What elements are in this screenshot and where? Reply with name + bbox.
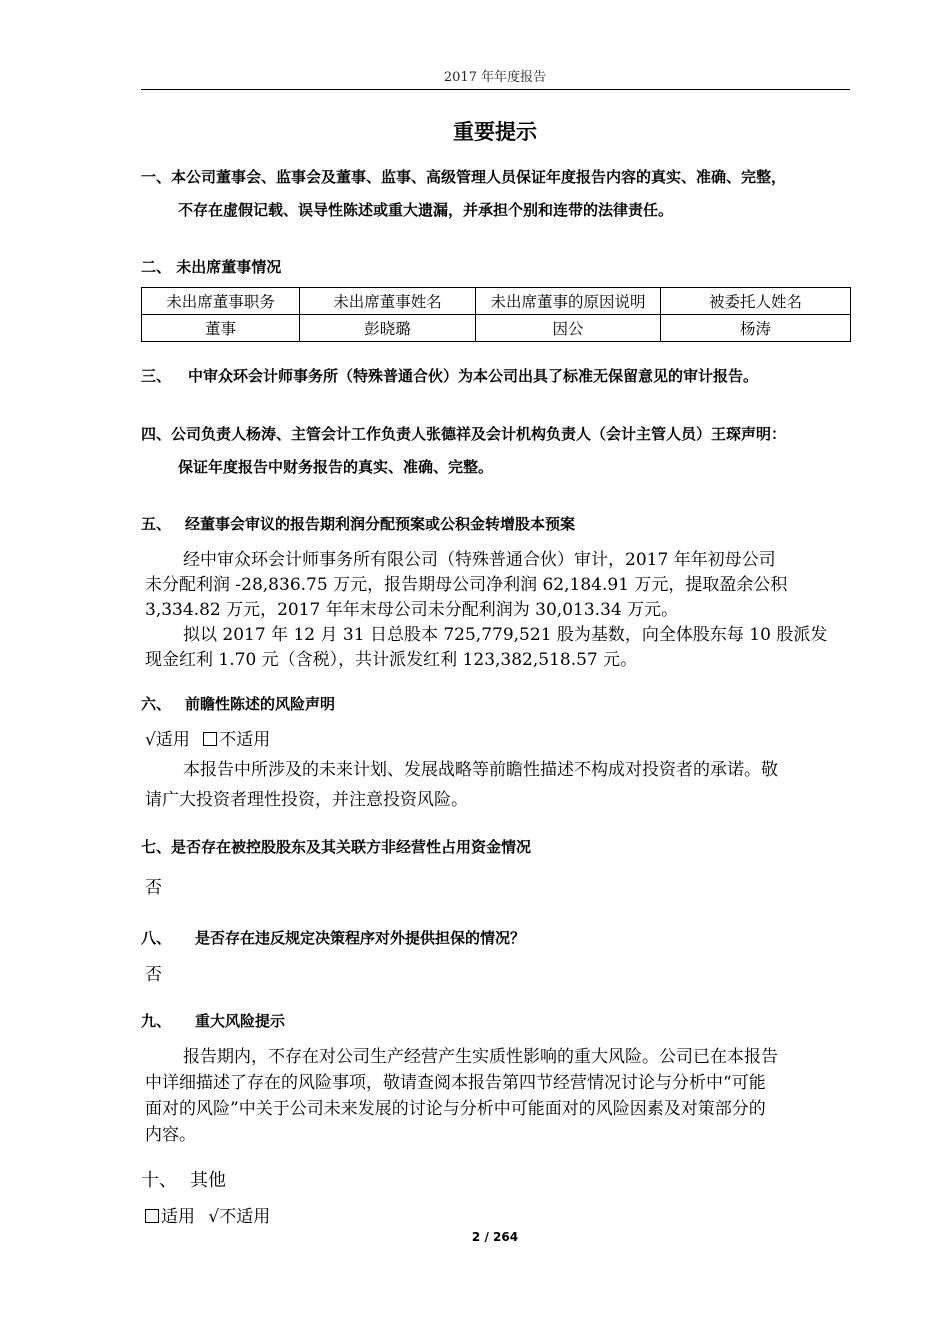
table-header-cell: 被委托人姓名 <box>661 288 851 315</box>
section-4-line-1: 四、公司负责人杨涛、主管会计工作负责人张德祥及会计机构负责人（会计主管人员）王琛声明： <box>141 425 787 443</box>
section-4-line-2: 保证年度报告中财务报告的真实、准确、完整。 <box>178 458 494 476</box>
check-icon: √ <box>208 1207 220 1227</box>
check-icon: √ <box>145 730 156 750</box>
empty-checkbox-icon <box>145 1209 159 1223</box>
table-header-row <box>142 288 851 315</box>
section-9-number: 九、 <box>141 1012 172 1030</box>
section-9-paragraph-line: 面对的风险”中关于公司未来发展的讨论与分析中可能面对的风险因素及对策部分的 <box>145 1099 766 1119</box>
applicable-label: 适用 <box>155 730 190 750</box>
section-8-answer: 否 <box>145 965 162 985</box>
header-rule <box>141 89 850 90</box>
table-row <box>142 315 851 342</box>
section-2-heading: 二、 未出席董事情况 <box>141 258 282 276</box>
section-10-heading: 其他 <box>190 1170 226 1191</box>
table-cell: 彭晓璐 <box>300 315 476 342</box>
section-9-paragraph-line: 内容。 <box>145 1125 196 1145</box>
table-header-cell: 未出席董事姓名 <box>300 288 476 315</box>
section-5-number: 五、 <box>141 515 172 533</box>
table-header-cell: 未出席董事的原因说明 <box>476 288 661 315</box>
section-1-line-2: 不存在虚假记载、误导性陈述或重大遗漏，并承担个别和连带的法律责任。 <box>178 201 674 219</box>
section-5-paragraph-2-line: 现金红利 1.70 元（含税），共计派发红利 123,382,518.57 元。 <box>145 650 638 670</box>
not-applicable-label: 不适用 <box>219 730 271 750</box>
applicable-label: 适用 <box>161 1207 195 1227</box>
page-number: 2 / 264 <box>471 1230 519 1244</box>
section-10-number: 十、 <box>141 1170 177 1191</box>
section-6-number: 六、 <box>141 695 172 713</box>
absent-directors-table <box>141 287 851 342</box>
section-3-text: 中审众环会计师事务所（特殊普通合伙）为本公司出具了标准无保留意见的审计报告。 <box>188 367 759 385</box>
section-8-heading: 是否存在违反规定决策程序对外提供担保的情况？ <box>195 929 526 947</box>
section-7-heading: 七、是否存在被控股股东及其关联方非经营性占用资金情况 <box>141 838 532 856</box>
section-5-paragraph-2-line: 拟以 2017 年 12 月 31 日总股本 725,779,521 股为基数，向全体股东每 10 股派发 <box>183 625 828 645</box>
section-7-answer: 否 <box>145 878 162 898</box>
page-header: 2017 年年度报告 <box>443 70 547 85</box>
section-6-paragraph-line: 请广大投资者理性投资，并注意投资风险。 <box>145 790 468 810</box>
section-6-applicability <box>145 725 270 750</box>
page-title: 重要提示 <box>453 119 537 144</box>
section-6-heading: 前瞻性陈述的风险声明 <box>185 695 336 713</box>
table-cell: 董事 <box>142 315 300 342</box>
section-9-paragraph-line: 中详细描述了存在的风险事项，敬请查阅本报告第四节经营情况讨论与分析中“可能 <box>145 1073 766 1093</box>
section-9-heading: 重大风险提示 <box>195 1012 286 1030</box>
section-9-paragraph-line: 报告期内，不存在对公司生产经营产生实质性影响的重大风险。公司已在本报告 <box>183 1047 778 1067</box>
table-header-cell: 未出席董事职务 <box>142 288 300 315</box>
section-5-paragraph-1-line: 经中审众环会计师事务所有限公司（特殊普通合伙）审计，2017 年年初母公司 <box>183 550 776 570</box>
section-1-line-1: 一、本公司董事会、监事会及董事、监事、高级管理人员保证年度报告内容的真实、准确、完整， <box>141 168 787 186</box>
section-10-applicability <box>145 1202 270 1227</box>
section-8-number: 八、 <box>141 929 172 947</box>
section-5-paragraph-1-line: 未分配利润 -28,836.75 万元，报告期母公司净利润 62,184.91 万元，提取盈余公积 <box>145 575 788 595</box>
section-3-number: 三、 <box>141 367 172 385</box>
section-5-paragraph-1-line: 3,334.82 万元，2017 年年末母公司未分配利润为 30,013.34 万元。 <box>145 600 679 620</box>
table-cell: 杨涛 <box>661 315 851 342</box>
empty-checkbox-icon <box>203 732 217 746</box>
not-applicable-label: 不适用 <box>219 1207 271 1227</box>
table-cell: 因公 <box>476 315 661 342</box>
section-6-paragraph-line: 本报告中所涉及的未来计划、发展战略等前瞻性描述不构成对投资者的承诺。敬 <box>183 760 778 780</box>
section-5-heading: 经董事会审议的报告期利润分配预案或公积金转增股本预案 <box>185 515 576 533</box>
